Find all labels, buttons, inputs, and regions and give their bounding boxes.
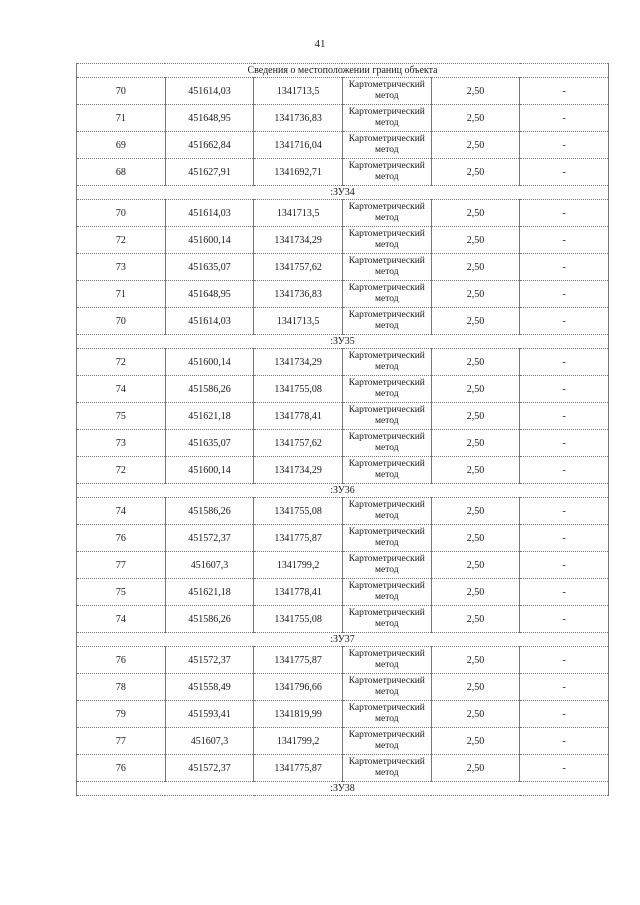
table-row <box>77 579 609 606</box>
method-line-2: метод <box>375 687 399 697</box>
point-number-cell: 69 <box>77 132 166 159</box>
x-coordinate-cell: 451586,26 <box>165 606 254 633</box>
extra-cell: - <box>520 308 609 335</box>
table-row <box>77 403 609 430</box>
method-cell <box>342 728 431 755</box>
method-cell <box>342 403 431 430</box>
y-coordinate-cell: 1341716,04 <box>254 132 343 159</box>
table-row <box>77 349 609 376</box>
method-line-1: Картометрический <box>348 649 425 659</box>
section-header-row <box>77 633 609 647</box>
x-coordinate-cell: 451600,14 <box>165 457 254 484</box>
extra-cell: - <box>520 403 609 430</box>
method-cell <box>342 552 431 579</box>
x-coordinate-cell: 451635,07 <box>165 254 254 281</box>
point-number-cell: 71 <box>77 105 166 132</box>
y-coordinate-cell: 1341736,83 <box>254 281 343 308</box>
accuracy-cell: 2,50 <box>431 674 520 701</box>
point-number-cell: 74 <box>77 606 166 633</box>
section-label: :ЗУ37 <box>77 633 609 647</box>
table-row <box>77 227 609 254</box>
method-cell <box>342 227 431 254</box>
extra-cell: - <box>520 227 609 254</box>
y-coordinate-cell: 1341736,83 <box>254 105 343 132</box>
boundary-coordinates-table <box>76 63 609 796</box>
table-row <box>77 78 609 105</box>
y-coordinate-cell: 1341775,87 <box>254 755 343 782</box>
section-label: :ЗУ36 <box>77 484 609 498</box>
x-coordinate-cell: 451600,14 <box>165 349 254 376</box>
method-cell <box>342 376 431 403</box>
method-line-2: метод <box>375 389 399 399</box>
x-coordinate-cell: 451627,91 <box>165 159 254 186</box>
method-cell <box>342 132 431 159</box>
method-line-2: метод <box>375 240 399 250</box>
method-line-1: Картометрический <box>348 161 425 171</box>
extra-cell: - <box>520 200 609 227</box>
table-row <box>77 308 609 335</box>
method-line-2: метод <box>375 362 399 372</box>
accuracy-cell: 2,50 <box>431 403 520 430</box>
method-cell <box>342 105 431 132</box>
method-line-1: Картометрический <box>348 405 425 415</box>
accuracy-cell: 2,50 <box>431 701 520 728</box>
point-number-cell: 71 <box>77 281 166 308</box>
method-line-2: метод <box>375 741 399 751</box>
extra-cell: - <box>520 525 609 552</box>
extra-cell: - <box>520 132 609 159</box>
point-number-cell: 76 <box>77 755 166 782</box>
accuracy-cell: 2,50 <box>431 105 520 132</box>
section-label: :ЗУ38 <box>77 782 609 796</box>
point-number-cell: 74 <box>77 498 166 525</box>
x-coordinate-cell: 451614,03 <box>165 78 254 105</box>
extra-cell: - <box>520 254 609 281</box>
x-coordinate-cell: 451607,3 <box>165 728 254 755</box>
y-coordinate-cell: 1341775,87 <box>254 525 343 552</box>
accuracy-cell: 2,50 <box>431 552 520 579</box>
method-cell <box>342 159 431 186</box>
table-row <box>77 755 609 782</box>
extra-cell: - <box>520 78 609 105</box>
accuracy-cell: 2,50 <box>431 281 520 308</box>
method-line-1: Картометрический <box>348 432 425 442</box>
x-coordinate-cell: 451648,95 <box>165 281 254 308</box>
extra-cell: - <box>520 349 609 376</box>
extra-cell: - <box>520 579 609 606</box>
extra-cell: - <box>520 606 609 633</box>
accuracy-cell: 2,50 <box>431 254 520 281</box>
y-coordinate-cell: 1341755,08 <box>254 498 343 525</box>
extra-cell: - <box>520 552 609 579</box>
table-title: Сведения о местоположении границ объекта <box>77 64 609 78</box>
accuracy-cell: 2,50 <box>431 227 520 254</box>
method-line-2: метод <box>375 619 399 629</box>
method-cell <box>342 254 431 281</box>
method-line-2: метод <box>375 91 399 101</box>
method-line-2: метод <box>375 416 399 426</box>
point-number-cell: 68 <box>77 159 166 186</box>
table-title-row <box>77 64 609 78</box>
method-line-1: Картометрический <box>348 80 425 90</box>
x-coordinate-cell: 451621,18 <box>165 403 254 430</box>
accuracy-cell: 2,50 <box>431 132 520 159</box>
method-cell <box>342 78 431 105</box>
point-number-cell: 72 <box>77 227 166 254</box>
method-line-2: метод <box>375 145 399 155</box>
accuracy-cell: 2,50 <box>431 200 520 227</box>
extra-cell: - <box>520 457 609 484</box>
extra-cell: - <box>520 281 609 308</box>
accuracy-cell: 2,50 <box>431 525 520 552</box>
x-coordinate-cell: 451600,14 <box>165 227 254 254</box>
y-coordinate-cell: 1341757,62 <box>254 254 343 281</box>
section-header-row <box>77 335 609 349</box>
method-line-1: Картометрический <box>348 283 425 293</box>
method-cell <box>342 579 431 606</box>
method-line-2: метод <box>375 592 399 602</box>
point-number-cell: 77 <box>77 728 166 755</box>
extra-cell: - <box>520 498 609 525</box>
point-number-cell: 75 <box>77 579 166 606</box>
method-cell <box>342 647 431 674</box>
y-coordinate-cell: 1341757,62 <box>254 430 343 457</box>
method-line-1: Картометрический <box>348 134 425 144</box>
table-row <box>77 728 609 755</box>
accuracy-cell: 2,50 <box>431 579 520 606</box>
y-coordinate-cell: 1341799,2 <box>254 552 343 579</box>
accuracy-cell: 2,50 <box>431 78 520 105</box>
x-coordinate-cell: 451572,37 <box>165 525 254 552</box>
method-line-2: метод <box>375 538 399 548</box>
x-coordinate-cell: 451558,49 <box>165 674 254 701</box>
extra-cell: - <box>520 728 609 755</box>
point-number-cell: 79 <box>77 701 166 728</box>
table-row <box>77 430 609 457</box>
table-row <box>77 132 609 159</box>
method-cell <box>342 755 431 782</box>
method-line-2: метод <box>375 443 399 453</box>
table-row <box>77 159 609 186</box>
method-cell <box>342 349 431 376</box>
table-row <box>77 552 609 579</box>
x-coordinate-cell: 451662,84 <box>165 132 254 159</box>
method-line-2: метод <box>375 213 399 223</box>
x-coordinate-cell: 451586,26 <box>165 498 254 525</box>
table-row <box>77 606 609 633</box>
method-line-1: Картометрический <box>348 229 425 239</box>
method-line-1: Картометрический <box>348 107 425 117</box>
method-line-2: метод <box>375 714 399 724</box>
table-row <box>77 674 609 701</box>
method-line-1: Картометрический <box>348 757 425 767</box>
table-row <box>77 254 609 281</box>
table-row <box>77 457 609 484</box>
y-coordinate-cell: 1341734,29 <box>254 349 343 376</box>
extra-cell: - <box>520 647 609 674</box>
y-coordinate-cell: 1341734,29 <box>254 457 343 484</box>
y-coordinate-cell: 1341778,41 <box>254 579 343 606</box>
accuracy-cell: 2,50 <box>431 498 520 525</box>
method-line-1: Картометрический <box>348 351 425 361</box>
y-coordinate-cell: 1341713,5 <box>254 308 343 335</box>
point-number-cell: 72 <box>77 349 166 376</box>
method-cell <box>342 457 431 484</box>
method-line-1: Картометрический <box>348 554 425 564</box>
point-number-cell: 70 <box>77 200 166 227</box>
y-coordinate-cell: 1341692,71 <box>254 159 343 186</box>
table-row <box>77 701 609 728</box>
y-coordinate-cell: 1341775,87 <box>254 647 343 674</box>
method-cell <box>342 701 431 728</box>
method-cell <box>342 525 431 552</box>
point-number-cell: 72 <box>77 457 166 484</box>
x-coordinate-cell: 451572,37 <box>165 755 254 782</box>
accuracy-cell: 2,50 <box>431 308 520 335</box>
accuracy-cell: 2,50 <box>431 647 520 674</box>
method-line-1: Картометрический <box>348 676 425 686</box>
y-coordinate-cell: 1341713,5 <box>254 78 343 105</box>
accuracy-cell: 2,50 <box>431 159 520 186</box>
x-coordinate-cell: 451572,37 <box>165 647 254 674</box>
page-number: 41 <box>314 38 326 50</box>
method-line-2: метод <box>375 118 399 128</box>
x-coordinate-cell: 451614,03 <box>165 308 254 335</box>
method-line-1: Картометрический <box>348 581 425 591</box>
method-line-1: Картометрический <box>348 459 425 469</box>
section-header-row <box>77 484 609 498</box>
method-cell <box>342 430 431 457</box>
extra-cell: - <box>520 376 609 403</box>
method-line-1: Картометрический <box>348 310 425 320</box>
x-coordinate-cell: 451614,03 <box>165 200 254 227</box>
point-number-cell: 76 <box>77 525 166 552</box>
method-line-1: Картометрический <box>348 608 425 618</box>
method-line-2: метод <box>375 768 399 778</box>
x-coordinate-cell: 451607,3 <box>165 552 254 579</box>
method-cell <box>342 674 431 701</box>
section-label: :ЗУ34 <box>77 186 609 200</box>
point-number-cell: 74 <box>77 376 166 403</box>
section-header-row <box>77 186 609 200</box>
accuracy-cell: 2,50 <box>431 457 520 484</box>
method-line-2: метод <box>375 470 399 480</box>
table-row <box>77 525 609 552</box>
x-coordinate-cell: 451648,95 <box>165 105 254 132</box>
point-number-cell: 78 <box>77 674 166 701</box>
extra-cell: - <box>520 159 609 186</box>
extra-cell: - <box>520 430 609 457</box>
method-line-2: метод <box>375 511 399 521</box>
accuracy-cell: 2,50 <box>431 755 520 782</box>
accuracy-cell: 2,50 <box>431 606 520 633</box>
table-row <box>77 376 609 403</box>
method-line-2: метод <box>375 660 399 670</box>
point-number-cell: 70 <box>77 308 166 335</box>
point-number-cell: 73 <box>77 254 166 281</box>
point-number-cell: 77 <box>77 552 166 579</box>
extra-cell: - <box>520 105 609 132</box>
x-coordinate-cell: 451593,41 <box>165 701 254 728</box>
extra-cell: - <box>520 755 609 782</box>
method-line-2: метод <box>375 172 399 182</box>
method-line-2: метод <box>375 267 399 277</box>
method-line-1: Картометрический <box>348 378 425 388</box>
method-line-1: Картометрический <box>348 256 425 266</box>
point-number-cell: 76 <box>77 647 166 674</box>
section-label: :ЗУ35 <box>77 335 609 349</box>
extra-cell: - <box>520 701 609 728</box>
x-coordinate-cell: 451635,07 <box>165 430 254 457</box>
method-line-2: метод <box>375 565 399 575</box>
accuracy-cell: 2,50 <box>431 728 520 755</box>
y-coordinate-cell: 1341734,29 <box>254 227 343 254</box>
y-coordinate-cell: 1341778,41 <box>254 403 343 430</box>
accuracy-cell: 2,50 <box>431 430 520 457</box>
method-line-2: метод <box>375 294 399 304</box>
table-row <box>77 200 609 227</box>
y-coordinate-cell: 1341755,08 <box>254 606 343 633</box>
point-number-cell: 75 <box>77 403 166 430</box>
y-coordinate-cell: 1341755,08 <box>254 376 343 403</box>
method-line-1: Картометрический <box>348 703 425 713</box>
method-line-1: Картометрический <box>348 500 425 510</box>
table-row <box>77 498 609 525</box>
method-line-1: Картометрический <box>348 730 425 740</box>
accuracy-cell: 2,50 <box>431 349 520 376</box>
y-coordinate-cell: 1341713,5 <box>254 200 343 227</box>
method-line-1: Картометрический <box>348 202 425 212</box>
x-coordinate-cell: 451586,26 <box>165 376 254 403</box>
y-coordinate-cell: 1341796,66 <box>254 674 343 701</box>
method-cell <box>342 498 431 525</box>
point-number-cell: 73 <box>77 430 166 457</box>
section-header-row <box>77 782 609 796</box>
method-line-2: метод <box>375 321 399 331</box>
extra-cell: - <box>520 674 609 701</box>
method-line-1: Картометрический <box>348 527 425 537</box>
y-coordinate-cell: 1341819,99 <box>254 701 343 728</box>
x-coordinate-cell: 451621,18 <box>165 579 254 606</box>
point-number-cell: 70 <box>77 78 166 105</box>
method-cell <box>342 606 431 633</box>
method-cell <box>342 308 431 335</box>
method-cell <box>342 200 431 227</box>
table-row <box>77 105 609 132</box>
method-cell <box>342 281 431 308</box>
table-row <box>77 281 609 308</box>
table-row <box>77 647 609 674</box>
accuracy-cell: 2,50 <box>431 376 520 403</box>
y-coordinate-cell: 1341799,2 <box>254 728 343 755</box>
